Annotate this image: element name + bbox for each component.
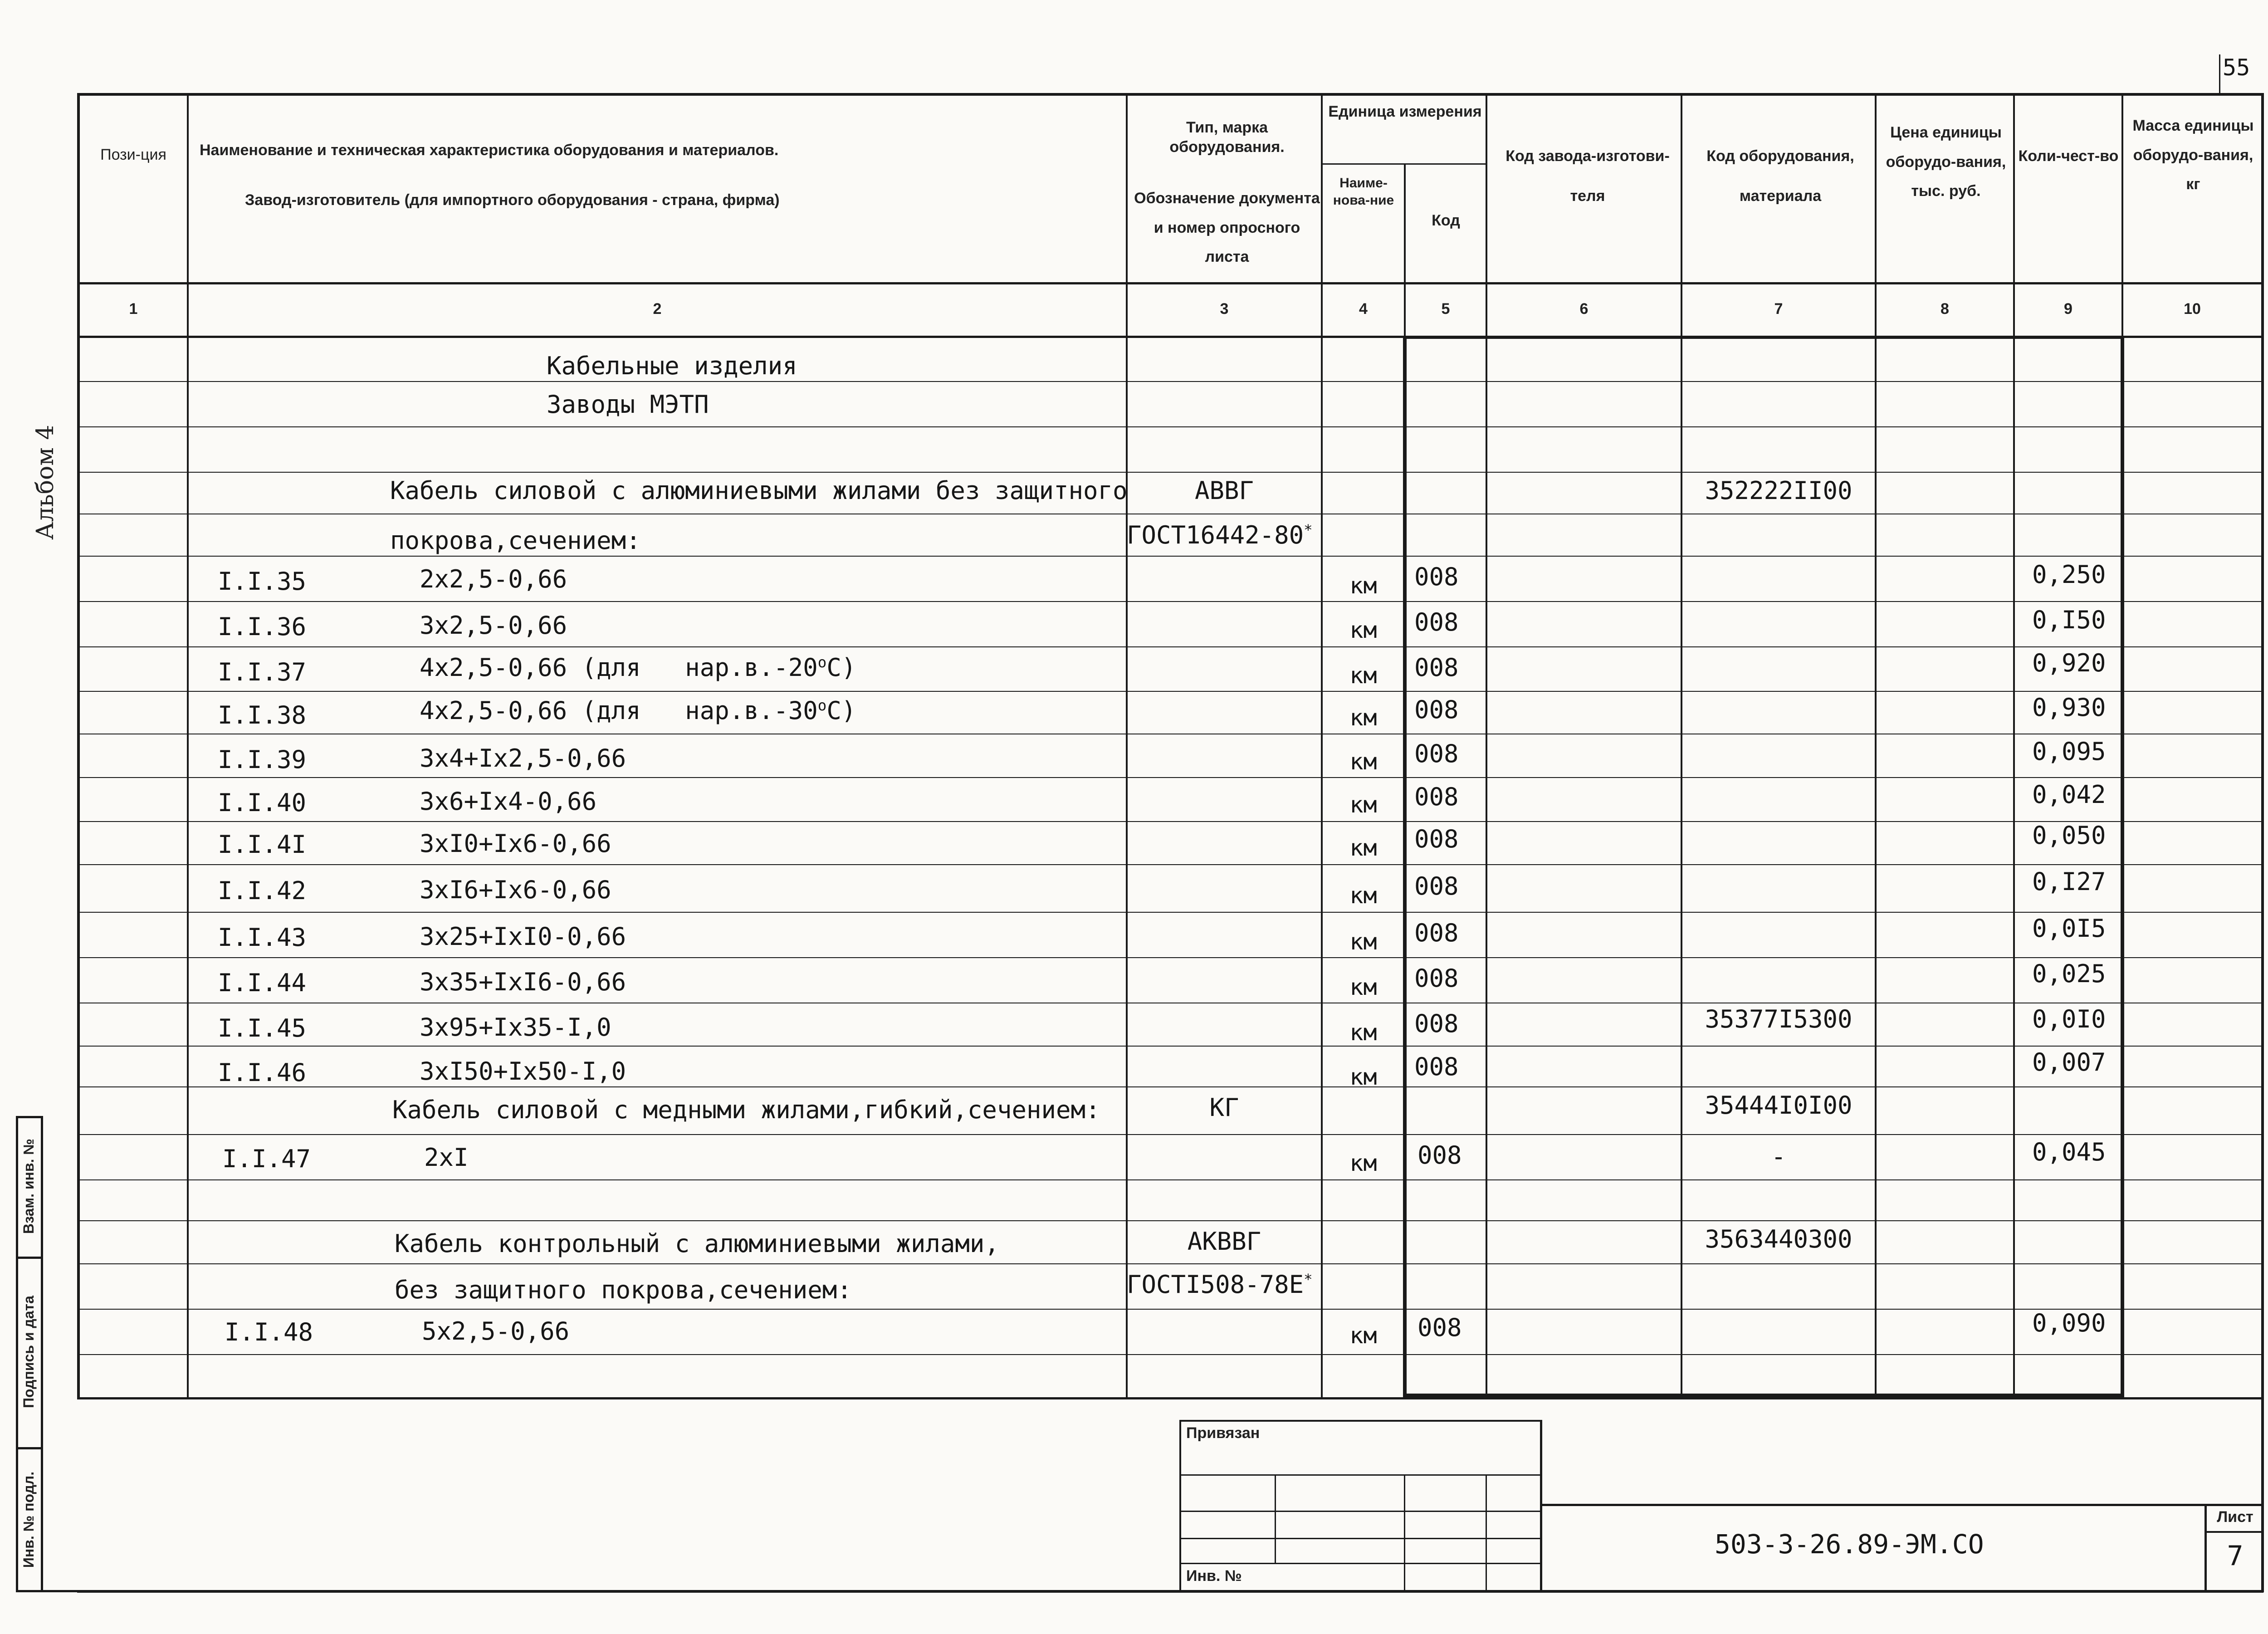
- row-name: 3x25+IxI0-0,66: [420, 922, 626, 951]
- header-unit-name: Наиме-нова-ние: [1333, 176, 1394, 208]
- header-unit-group: Единица измерения: [1328, 103, 1482, 120]
- list-label: Лист: [2217, 1508, 2253, 1526]
- row-position: I.I.38: [218, 701, 307, 729]
- side-label-vzam: Взам. инв. №: [20, 1139, 37, 1234]
- row-position: I.I.40: [218, 788, 307, 817]
- row-name: 3x6+Ix4-0,66: [420, 787, 597, 816]
- row-quantity: 0,042: [2032, 780, 2106, 809]
- document-code: 503-3-26.89-ЭМ.СО: [1715, 1529, 1984, 1560]
- side-label-inv: Инв. № подл.: [20, 1471, 37, 1568]
- row-code: 35377I5300: [1705, 1005, 1853, 1033]
- row-position: I.I.42: [218, 876, 307, 905]
- row-position: I.I.44: [218, 969, 307, 997]
- group-code: 35444I0I00: [1705, 1091, 1853, 1120]
- row-unit-code: 008: [1414, 563, 1459, 591]
- row-quantity: 0,025: [2032, 959, 2106, 988]
- row-code: -: [1771, 1142, 1786, 1171]
- group-code: 3563440300: [1705, 1225, 1853, 1253]
- group-title: Кабель силовой с медными жилами,гибкий,сечением:: [392, 1096, 1100, 1124]
- privyazan-label: Привязан: [1186, 1424, 1260, 1442]
- group-type: КГ: [1209, 1093, 1239, 1122]
- row-name: 2x2,5-0,66: [420, 565, 567, 593]
- row-unit-code: 008: [1414, 1009, 1459, 1038]
- row-name-tail: С): [826, 696, 856, 725]
- row-name: 3x95+Ix35-I,0: [420, 1013, 611, 1042]
- header-type-line2: Обозначение документа и номер опросного листа: [1134, 190, 1320, 266]
- row-name: 3x4+Ix2,5-0,66: [420, 744, 626, 773]
- row-unit: км: [1349, 1150, 1377, 1176]
- header-equipment-code: Код оборудования, материала: [1706, 147, 1854, 205]
- row-name: 3xI0+Ix6-0,66: [420, 829, 611, 858]
- row-name: 5x2,5-0,66: [422, 1317, 570, 1345]
- row-unit: км: [1349, 882, 1377, 909]
- row-unit-code: 008: [1414, 825, 1459, 853]
- row-unit-code: 008: [1414, 739, 1459, 768]
- row-unit-code: 008: [1414, 783, 1459, 811]
- row-name-tail: С): [826, 653, 856, 682]
- group-doc-mark: *: [1304, 521, 1313, 538]
- row-unit: км: [1349, 1322, 1377, 1349]
- header-quantity: Коли-чест-во: [2018, 147, 2119, 165]
- header-price: Цена единицы оборудо-вания, тыс. руб.: [1886, 124, 2006, 200]
- section-title: Кабельные изделия: [547, 352, 797, 380]
- header-mass: Масса единицы оборудо-вания, кг: [2132, 117, 2254, 193]
- col-number: 6: [1579, 300, 1589, 318]
- row-name: [420, 696, 856, 725]
- row-quantity: 0,050: [2032, 821, 2106, 850]
- album-label: Альбом 4: [32, 425, 59, 540]
- row-unit-code: 008: [1414, 1052, 1459, 1081]
- row-name-deg: о: [817, 697, 827, 714]
- col-number: 10: [2184, 300, 2201, 318]
- header-name-line2: Завод-изготовитель (для импортного оборудования - страна, фирма): [245, 191, 780, 209]
- group-title-cont: покрова,сечением:: [390, 526, 641, 555]
- row-quantity: 0,I50: [2032, 606, 2106, 634]
- row-unit: км: [1349, 662, 1377, 689]
- col-number: 8: [1941, 300, 1949, 318]
- row-position: I.I.46: [218, 1058, 307, 1087]
- row-position: I.I.47: [222, 1145, 311, 1173]
- row-quantity: 0,I27: [2032, 867, 2106, 896]
- inv-no-label: Инв. №: [1186, 1567, 1242, 1585]
- row-quantity: 0,095: [2032, 737, 2106, 766]
- row-name-deg: о: [817, 654, 827, 671]
- row-name: [420, 653, 856, 682]
- row-position: I.I.37: [218, 658, 307, 686]
- row-unit: км: [1349, 572, 1377, 599]
- group-type: АКВВГ: [1187, 1227, 1261, 1256]
- group-doc: [1127, 521, 1313, 549]
- group-doc-text: ГОСТI508-78Е: [1127, 1270, 1304, 1299]
- row-unit-code: 008: [1414, 608, 1459, 636]
- row-position: I.I.35: [218, 567, 307, 596]
- row-unit-code: 008: [1414, 964, 1459, 993]
- header-position: Пози-ция: [100, 146, 166, 163]
- col-number: 9: [2064, 300, 2072, 318]
- group-title-cont: без защитного покрова,сечением:: [395, 1276, 852, 1304]
- row-position: I.I.36: [218, 612, 307, 641]
- row-unit-code: 008: [1414, 695, 1459, 724]
- list-number: 7: [2227, 1540, 2244, 1572]
- group-code: 352222II00: [1705, 476, 1853, 505]
- row-unit-code: 008: [1414, 872, 1459, 900]
- row-position: I.I.48: [225, 1318, 313, 1346]
- row-name: 3x2,5-0,66: [420, 611, 567, 640]
- row-unit-code: 008: [1418, 1141, 1462, 1169]
- row-unit: км: [1349, 792, 1377, 818]
- row-name: 2xI: [424, 1143, 469, 1172]
- row-position: I.I.39: [218, 745, 307, 774]
- row-quantity: 0,0I5: [2032, 914, 2106, 943]
- header-factory-code: Код завода-изготови-теля: [1505, 147, 1670, 205]
- row-name: 3x35+IxI6-0,66: [420, 968, 626, 996]
- row-unit: км: [1349, 617, 1377, 643]
- group-type: АВВГ: [1194, 476, 1254, 505]
- row-unit: км: [1349, 1019, 1377, 1046]
- row-quantity: 0,250: [2032, 560, 2106, 589]
- row-name-text: 4x2,5-0,66 (для нар.в.-20: [420, 653, 818, 682]
- row-unit: км: [1349, 704, 1377, 731]
- row-unit: км: [1349, 974, 1377, 1000]
- row-unit-code: 008: [1414, 653, 1459, 682]
- col-number: 2: [653, 300, 662, 318]
- group-doc-text: ГОСТ16442-80: [1127, 521, 1304, 549]
- row-quantity: 0,090: [2032, 1309, 2106, 1337]
- header-name-line1: Наименование и техническая характеристика оборудования и материалов.: [200, 142, 779, 159]
- corner-mark: [2219, 54, 2220, 95]
- row-quantity: 0,0I0: [2032, 1005, 2106, 1033]
- row-position: I.I.43: [218, 923, 307, 952]
- col-number: 1: [129, 300, 138, 318]
- group-doc: [1127, 1270, 1313, 1299]
- col-number: 5: [1441, 300, 1450, 318]
- side-label-podpis: Подпись и дата: [20, 1296, 37, 1408]
- row-unit: км: [1349, 749, 1377, 775]
- row-name: 3xI50+Ix50-I,0: [420, 1057, 626, 1086]
- row-name-text: 4x2,5-0,66 (для нар.в.-30: [420, 696, 818, 725]
- row-unit-code: 008: [1414, 919, 1459, 947]
- group-doc-mark: *: [1304, 1271, 1313, 1288]
- row-unit: км: [1349, 835, 1377, 861]
- group-title: Кабель контрольный с алюминиевыми жилами,: [395, 1229, 999, 1258]
- row-unit: км: [1349, 1064, 1377, 1090]
- row-quantity: 0,930: [2032, 693, 2106, 722]
- row-quantity: 0,920: [2032, 649, 2106, 677]
- row-quantity: 0,007: [2032, 1048, 2106, 1076]
- section-subtitle: Заводы МЭТП: [547, 390, 709, 419]
- col-number: 7: [1774, 300, 1783, 318]
- row-quantity: 0,045: [2032, 1138, 2106, 1166]
- col-number: 4: [1359, 300, 1368, 318]
- header-unit-code: Код: [1432, 212, 1460, 229]
- group-title: Кабель силовой с алюминиевыми жилами без защитного: [390, 476, 1128, 505]
- row-position: I.I.45: [218, 1014, 307, 1042]
- header-type-line1: Тип, марка оборудования.: [1169, 119, 1285, 156]
- row-position: I.I.4I: [218, 830, 307, 859]
- row-unit: км: [1349, 929, 1377, 955]
- row-unit-code: 008: [1418, 1313, 1462, 1342]
- col-number: 3: [1220, 300, 1229, 318]
- row-name: 3xI6+Ix6-0,66: [420, 876, 611, 904]
- corner-page-number: 55: [2223, 54, 2250, 81]
